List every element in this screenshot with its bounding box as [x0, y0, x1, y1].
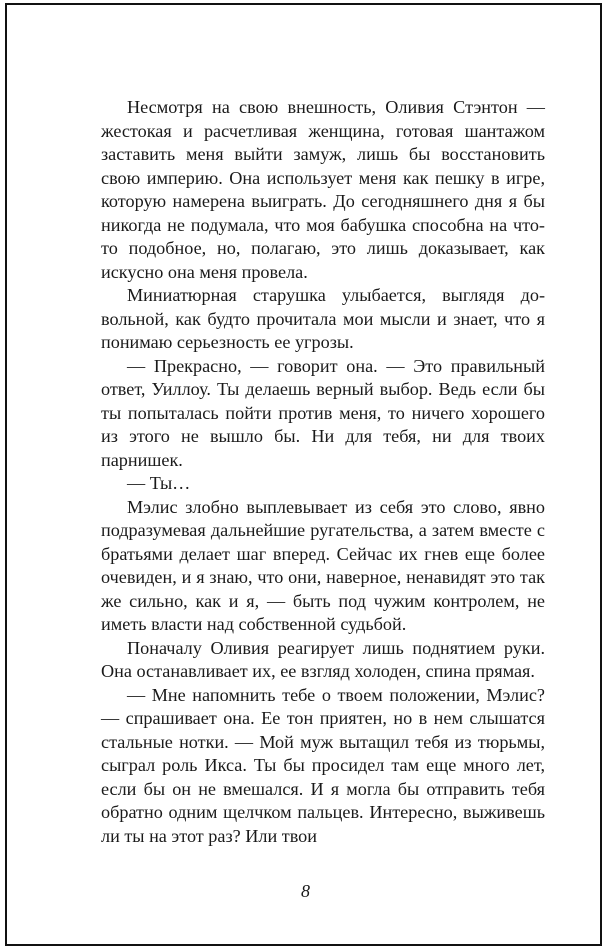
paragraph: Мэлис злобно выплевывает из себя это слово, явно подразумевая дальнейшие ругательства, а затем вместе с братьями делает шаг вперед. Сейчас их гнев еще более очевиден, и я знаю, что они, наверное, ненавидят это так же сильно, как и я, — быть под чужим контролем, не иметь власти над собственной судьбой. [101, 496, 545, 634]
body-text [101, 96, 545, 848]
page-number: 8 [301, 881, 310, 901]
paragraph: — Мне напомнить тебе о твоем положении, Мэлис? — спрашивает она. Ее тон приятен, но в нем слышатся стальные нотки. — Мой муж вытащил тебя из тюрьмы, сыграл роль Икса. Ты бы просидел там еще много лет, если бы он не вмешался. И я могла бы отправить тебя обратно одним щелчком пальцев. Интересно, выживешь ли ты на этот раз? Или твои [101, 684, 545, 846]
paragraph: Миниатюрная старушка улыбается, выглядя довольной, как будто прочитала мои мысли и знает, что я понимаю серьезность ее угрозы. [101, 285, 545, 352]
paragraph: — Прекрасно, — говорит она. — Это правильный ответ, Уиллоу. Ты делаешь верный выбор. Ведь если бы ты попыталась пойти против меня, то ничего хорошего из этого не вышло бы. Ни для тебя, ни для твоих парнишек. [101, 355, 545, 470]
paragraph: Поначалу Оливия реагирует лишь поднятием руки. Она останавливает их, ее взгляд холоден, спина прямая. [101, 637, 545, 681]
paragraph: Несмотря на свою внешность, Оливия Стэнтон — жестокая и расчетливая женщина, готовая шантажом заставить меня выйти замуж, лишь бы восстановить свою империю. Она использует меня как пешку в игре, которую намерена выиграть. До сегодняшнего дня я бы никогда не подумала, что моя бабушка способна на что-то подобное, но, полагаю, это лишь доказывает, как искусно она меня провела. [101, 97, 545, 282]
paragraph: — Ты… [127, 473, 191, 493]
